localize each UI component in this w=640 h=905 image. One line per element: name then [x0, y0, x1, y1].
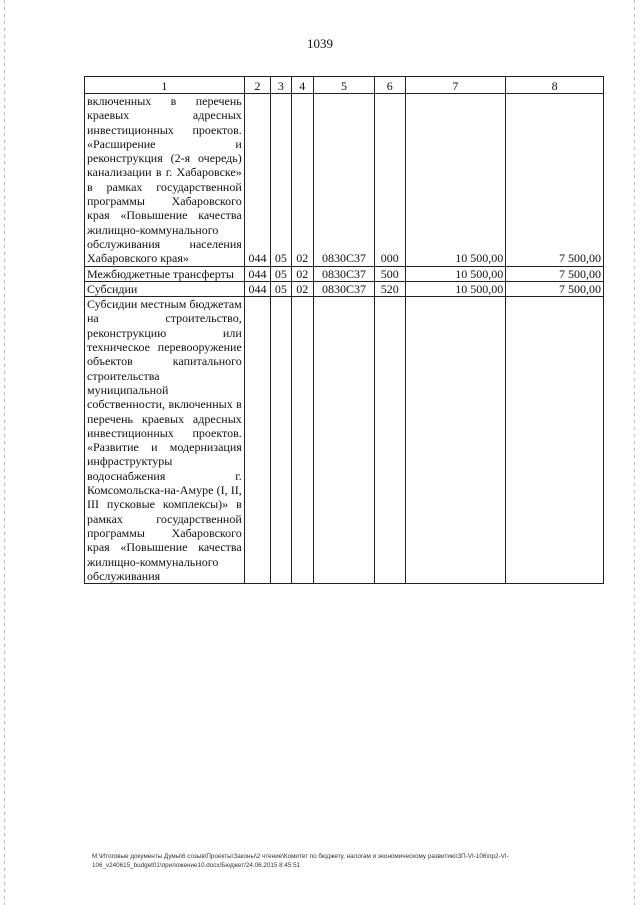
row-amount-year-1: 10 500,00 — [405, 94, 506, 267]
row-description: Межбюджетные трансферты — [85, 266, 245, 281]
header-col-6: 6 — [374, 77, 405, 94]
row-target-item: 0830С37 — [313, 94, 374, 267]
table-row — [85, 297, 604, 584]
row-section: 05 — [271, 266, 291, 281]
table-row — [85, 266, 604, 281]
row-admin-code: 044 — [244, 94, 270, 267]
row-description: Субсидии — [85, 281, 245, 296]
row-subsection: 02 — [291, 281, 313, 296]
row-amount-year-1 — [405, 297, 506, 584]
row-expense-type: 000 — [374, 94, 405, 267]
row-section: 05 — [271, 281, 291, 296]
row-admin-code — [244, 297, 270, 584]
table-header-row — [85, 77, 604, 94]
row-target-item — [313, 297, 374, 584]
header-col-4: 4 — [291, 77, 313, 94]
right-margin-mark — [634, 0, 635, 905]
row-amount-year-1: 10 500,00 — [405, 281, 506, 296]
row-expense-type: 520 — [374, 281, 405, 296]
table-row — [85, 94, 604, 267]
header-col-8: 8 — [506, 77, 604, 94]
row-subsection — [291, 297, 313, 584]
header-col-3: 3 — [271, 77, 291, 94]
row-section: 05 — [271, 94, 291, 267]
row-target-item: 0830С37 — [313, 281, 374, 296]
row-expense-type — [374, 297, 405, 584]
header-col-1: 1 — [85, 77, 245, 94]
row-subsection: 02 — [291, 94, 313, 267]
row-target-item: 0830С37 — [313, 266, 374, 281]
header-col-5: 5 — [313, 77, 374, 94]
table-row — [85, 281, 604, 296]
row-expense-type: 500 — [374, 266, 405, 281]
row-amount-year-2: 7 500,00 — [506, 281, 604, 296]
page-number: 1039 — [307, 36, 333, 51]
row-amount-year-1: 10 500,00 — [405, 266, 506, 281]
row-admin-code: 044 — [244, 281, 270, 296]
row-description: Субсидии местным бюджетам на строительство, реконструкцию или техническое перевооружение объектов капитального строительства муниципальной собственности, включенных в перечень краевых адресных инвестиционных проектов. «Развитие и модернизация инфраструктуры водоснабжения г. Комсомольска-на-Амуре (I, II, III пусковые комплексы)» в рамках государственной программы Хабаровского края «Повышение качества жилищно-коммунального обслуживания — [85, 297, 245, 584]
header-col-7: 7 — [405, 77, 506, 94]
row-amount-year-2: 7 500,00 — [506, 266, 604, 281]
row-admin-code: 044 — [244, 266, 270, 281]
row-description: включенных в перечень краевых адресных инвестиционных проектов. «Расширение и реконструкция (2-я очередь) канализации в г. Хабаровске» в рамках государственной программы Хабаровского края «Повышение качества жилищно-коммунального обслуживания населения Хабаровского края» — [85, 94, 245, 267]
row-amount-year-2: 7 500,00 — [506, 94, 604, 267]
header-col-2: 2 — [244, 77, 270, 94]
left-margin-mark — [4, 0, 5, 905]
budget-table — [84, 76, 604, 584]
footer-file-path: M:\Итоговые документы Думы\6 созыв\Проекты\Законы\2 чтение\Комитет по бюджету, налогам и экономическому развитию\ЗП-VI-106\пр2-VI-106_v240615_budget01\приложение10.docx/Бюджет/24.06.2015 8:45:51 — [92, 853, 509, 869]
row-section — [271, 297, 291, 584]
row-subsection: 02 — [291, 266, 313, 281]
row-amount-year-2 — [506, 297, 604, 584]
